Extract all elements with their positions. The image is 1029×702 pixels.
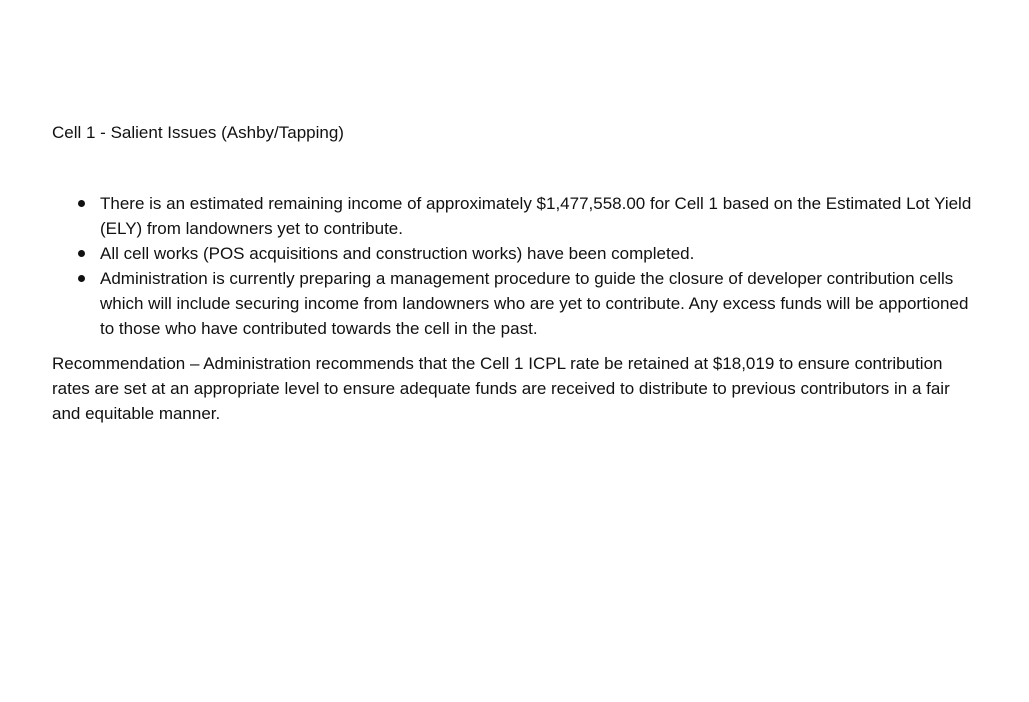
list-item-text: Administration is currently preparing a management procedure to guide the closure of developer contribution cells which will include securing income from landowners who are yet to contribute. Any excess funds will be apportioned to those who have contributed towards the cell in the past. <box>100 269 969 338</box>
list-item-text: All cell works (POS acquisitions and construction works) have been completed. <box>100 244 695 263</box>
list-item <box>100 266 977 341</box>
bullet-icon <box>78 250 85 257</box>
list-item <box>100 191 977 241</box>
recommendation-paragraph: Recommendation – Administration recommends that the Cell 1 ICPL rate be retained at $18,019 to ensure contribution rates are set at an appropriate level to ensure adequate funds are received to distribute to previous contributors in a fair and equitable manner. <box>52 354 950 423</box>
section-heading: Cell 1 - Salient Issues (Ashby/Tapping) <box>52 123 344 142</box>
bullet-icon <box>78 200 85 207</box>
list-item-text: There is an estimated remaining income of approximately $1,477,558.00 for Cell 1 based on the Estimated Lot Yield (ELY) from landowners yet to contribute. <box>100 194 972 238</box>
bullet-icon <box>78 275 85 282</box>
list-item <box>100 241 977 266</box>
salient-issues-list <box>52 191 977 341</box>
